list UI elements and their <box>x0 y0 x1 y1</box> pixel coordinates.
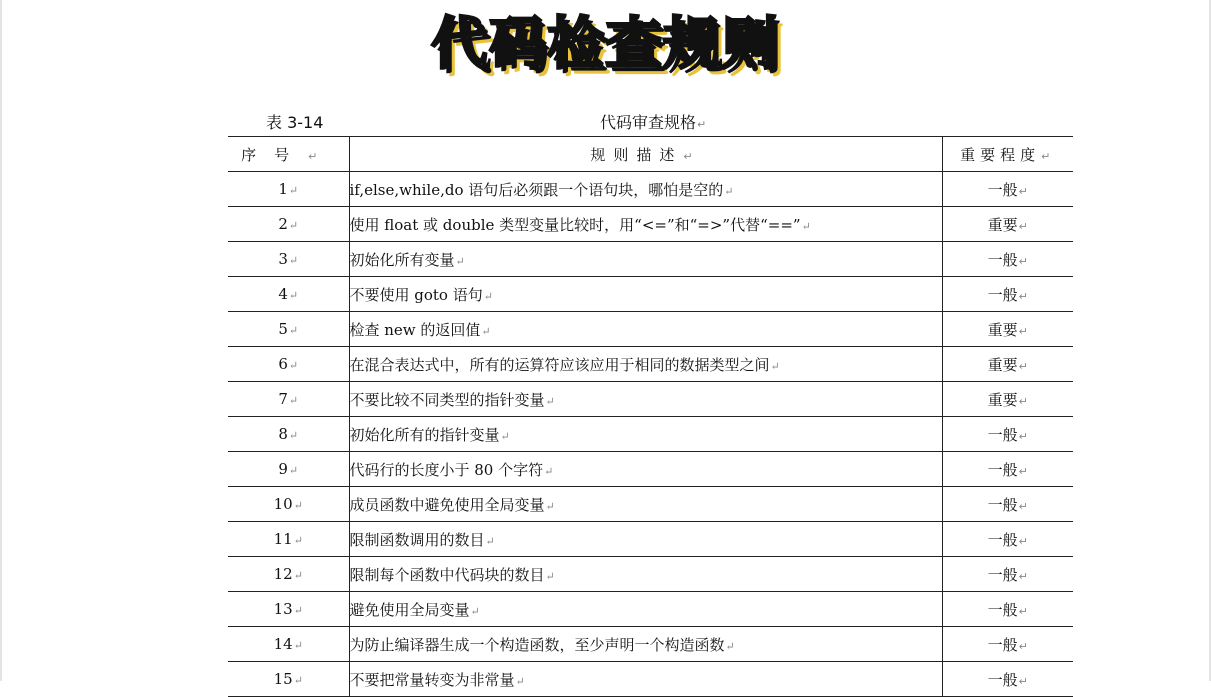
row-level-cell <box>942 557 1073 592</box>
row-number-cell <box>228 347 349 382</box>
paragraph-mark: ↵ <box>293 639 303 652</box>
row-rule-cell <box>349 277 942 312</box>
row-level: 一般 <box>987 285 1018 304</box>
row-rule-cell <box>349 487 942 522</box>
row-level-cell <box>942 487 1073 522</box>
row-number-cell <box>228 487 349 522</box>
row-rule-cell <box>349 347 942 382</box>
row-number-cell <box>228 522 349 557</box>
paragraph-mark: ↵ <box>485 534 495 548</box>
row-number-cell <box>228 242 349 277</box>
paragraph-mark: ↵ <box>1018 184 1028 198</box>
row-level-cell <box>942 627 1073 662</box>
paragraph-mark: ↵ <box>1018 429 1028 443</box>
row-rule: 不要把常量转变为非常量 <box>349 670 515 689</box>
row-rule-cell <box>349 522 942 557</box>
paragraph-mark: ↵ <box>1018 674 1028 688</box>
paragraph-mark: ↵ <box>697 118 707 131</box>
row-rule: 初始化所有的指针变量 <box>349 425 500 444</box>
table-row <box>228 312 1073 347</box>
paragraph-mark: ↵ <box>1018 604 1028 618</box>
paragraph-mark: ↵ <box>1018 359 1028 373</box>
row-level-cell <box>942 312 1073 347</box>
paragraph-mark: ↵ <box>1041 149 1056 163</box>
paragraph-mark: ↵ <box>801 219 811 233</box>
row-number-cell <box>228 312 349 347</box>
row-number: 14 <box>273 635 293 653</box>
row-number: 7 <box>278 390 288 408</box>
row-number: 3 <box>278 250 288 268</box>
paragraph-mark: ↵ <box>724 184 734 198</box>
row-rule-cell <box>349 452 942 487</box>
row-number: 15 <box>273 670 293 688</box>
row-rule-cell <box>349 382 942 417</box>
row-level: 一般 <box>987 460 1018 479</box>
row-rule: 使用 float 或 double 类型变量比较时，用“<=”和“=>”代替“==” <box>349 215 801 234</box>
table-caption-text: 代码审查规格 <box>600 113 697 132</box>
row-number: 9 <box>278 460 288 478</box>
table-row <box>228 417 1073 452</box>
table-row <box>228 172 1073 207</box>
paragraph-mark: ↵ <box>1018 569 1028 583</box>
paragraph-mark: ↵ <box>293 569 303 582</box>
paragraph-mark: ↵ <box>288 324 299 337</box>
paragraph-mark: ↵ <box>1018 499 1028 513</box>
paragraph-mark: ↵ <box>544 464 554 478</box>
row-level-cell <box>942 277 1073 312</box>
paragraph-mark: ↵ <box>1018 254 1028 268</box>
row-rule: 初始化所有变量 <box>349 250 455 269</box>
row-rule-cell <box>349 242 942 277</box>
row-level-cell <box>942 522 1073 557</box>
row-level: 一般 <box>987 425 1018 444</box>
paragraph-mark: ↵ <box>288 394 299 407</box>
row-level: 重要 <box>987 215 1018 234</box>
paragraph-mark: ↵ <box>545 569 555 583</box>
paragraph-mark: ↵ <box>288 464 299 477</box>
header-no <box>228 137 349 172</box>
row-level: 重要 <box>987 320 1018 339</box>
row-rule: if,else,while,do 语句后必须跟一个语句块，哪怕是空的 <box>349 180 724 199</box>
row-number: 2 <box>278 215 288 233</box>
paragraph-mark: ↵ <box>500 429 510 443</box>
table-number <box>266 110 323 133</box>
table-row <box>228 207 1073 242</box>
table-row <box>228 277 1073 312</box>
row-level: 一般 <box>987 180 1018 199</box>
paragraph-mark: ↵ <box>483 289 493 303</box>
paragraph-mark: ↵ <box>725 639 735 653</box>
paragraph-mark: ↵ <box>288 359 299 372</box>
row-level: 重要 <box>987 390 1018 409</box>
row-number-cell <box>228 662 349 697</box>
row-level-cell <box>942 452 1073 487</box>
row-number: 8 <box>278 425 288 443</box>
table-row <box>228 627 1073 662</box>
paragraph-mark: ↵ <box>293 674 303 687</box>
row-rule: 成员函数中避免使用全局变量 <box>349 495 545 514</box>
paragraph-mark: ↵ <box>1018 639 1028 653</box>
row-level: 一般 <box>987 565 1018 584</box>
row-number: 11 <box>273 530 293 548</box>
table-row <box>228 487 1073 522</box>
row-rule-cell <box>349 172 942 207</box>
row-rule-cell <box>349 207 942 242</box>
row-number-cell <box>228 207 349 242</box>
row-level: 一般 <box>987 635 1018 654</box>
paragraph-mark: ↵ <box>481 324 491 338</box>
row-level: 一般 <box>987 530 1018 549</box>
row-number-cell <box>228 382 349 417</box>
banner-title: 代码检查规则 <box>431 12 780 77</box>
row-number: 12 <box>273 565 293 583</box>
paragraph-mark: ↵ <box>288 219 299 232</box>
row-rule: 避免使用全局变量 <box>349 600 470 619</box>
page-edge-left <box>0 0 2 681</box>
row-number: 5 <box>278 320 288 338</box>
row-number-cell <box>228 172 349 207</box>
table-row <box>228 557 1073 592</box>
header-level <box>942 137 1073 172</box>
row-rule: 检查 new 的返回值 <box>349 320 481 339</box>
table-row <box>228 347 1073 382</box>
paragraph-mark: ↵ <box>1018 464 1028 478</box>
row-rule-cell <box>349 662 942 697</box>
row-number: 1 <box>278 180 288 198</box>
header-rule-text: 规则描述 <box>590 145 683 164</box>
paragraph-mark: ↵ <box>1018 534 1028 548</box>
row-rule-cell <box>349 592 942 627</box>
row-level-cell <box>942 347 1073 382</box>
row-rule: 限制每个函数中代码块的数目 <box>349 565 545 584</box>
table-row <box>228 592 1073 627</box>
row-number-cell <box>228 592 349 627</box>
row-number-cell <box>228 452 349 487</box>
row-level: 一般 <box>987 495 1018 514</box>
header-row <box>228 137 1073 172</box>
row-rule: 限制函数调用的数目 <box>349 530 485 549</box>
paragraph-mark: ↵ <box>683 149 701 163</box>
row-level: 一般 <box>987 600 1018 619</box>
row-number-cell <box>228 277 349 312</box>
row-number-cell <box>228 417 349 452</box>
paragraph-mark: ↵ <box>308 149 336 163</box>
paragraph-mark: ↵ <box>1018 324 1028 338</box>
row-level-cell <box>942 207 1073 242</box>
table-caption <box>600 110 706 133</box>
row-level-cell <box>942 662 1073 697</box>
row-level-cell <box>942 382 1073 417</box>
table-row <box>228 242 1073 277</box>
row-number: 4 <box>278 285 288 303</box>
paragraph-mark: ↵ <box>288 429 299 442</box>
paragraph-mark: ↵ <box>288 254 299 267</box>
paragraph-mark: ↵ <box>770 359 780 373</box>
header-no-text: 序号 <box>241 145 308 164</box>
paragraph-mark: ↵ <box>288 289 299 302</box>
row-rule: 在混合表达式中，所有的运算符应该应用于相同的数据类型之间 <box>349 355 770 374</box>
row-rule: 不要使用 goto 语句 <box>349 285 483 304</box>
row-rule-cell <box>349 312 942 347</box>
paragraph-mark: ↵ <box>293 534 303 547</box>
paragraph-mark: ↵ <box>288 184 299 197</box>
row-rule: 为防止编译器生成一个构造函数，至少声明一个构造函数 <box>349 635 725 654</box>
paragraph-mark: ↵ <box>515 674 525 688</box>
row-number: 10 <box>273 495 293 513</box>
table-row <box>228 662 1073 697</box>
row-number: 13 <box>273 600 293 618</box>
row-rule-cell <box>349 627 942 662</box>
table-row <box>228 452 1073 487</box>
table-number-text: 表 3-14 <box>266 113 324 132</box>
row-level: 一般 <box>987 250 1018 269</box>
paragraph-mark: ↵ <box>455 254 465 268</box>
paragraph-mark: ↵ <box>470 604 480 618</box>
row-level-cell <box>942 172 1073 207</box>
table-row <box>228 382 1073 417</box>
row-level-cell <box>942 417 1073 452</box>
row-number-cell <box>228 557 349 592</box>
paragraph-mark: ↵ <box>1018 394 1028 408</box>
row-level: 一般 <box>987 670 1018 689</box>
row-number: 6 <box>278 355 288 373</box>
row-number-cell <box>228 627 349 662</box>
paragraph-mark: ↵ <box>545 394 555 408</box>
paragraph-mark: ↵ <box>293 499 303 512</box>
paragraph-mark: ↵ <box>1018 289 1028 303</box>
paragraph-mark: ↵ <box>1018 219 1028 233</box>
row-rule-cell <box>349 557 942 592</box>
header-rule <box>349 137 942 172</box>
table-body <box>228 172 1073 697</box>
row-rule: 代码行的长度小于 80 个字符 <box>349 460 544 479</box>
paragraph-mark: ↵ <box>545 499 555 513</box>
row-level: 重要 <box>987 355 1018 374</box>
row-rule: 不要比较不同类型的指针变量 <box>349 390 545 409</box>
spec-table <box>228 136 1073 697</box>
header-level-text: 重要程度 <box>960 145 1041 164</box>
row-rule-cell <box>349 417 942 452</box>
row-level-cell <box>942 592 1073 627</box>
row-level-cell <box>942 242 1073 277</box>
paragraph-mark: ↵ <box>293 604 303 617</box>
table-row <box>228 522 1073 557</box>
